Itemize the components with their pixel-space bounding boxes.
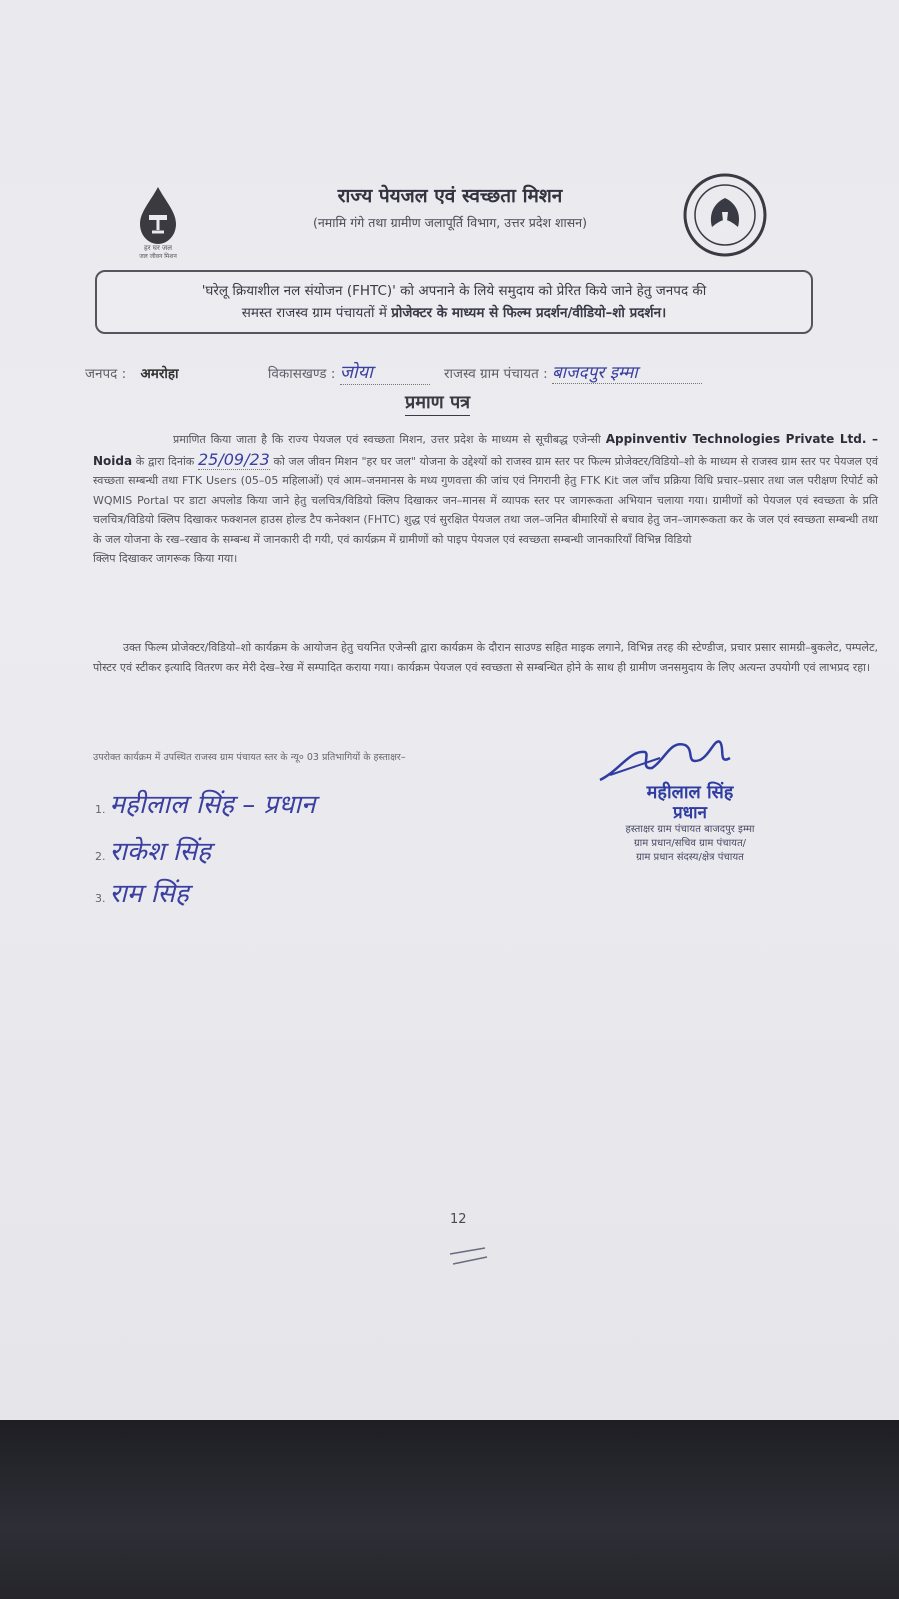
certificate-paragraph-2 bbox=[93, 638, 878, 677]
block-label: विकासखण्ड : bbox=[267, 366, 336, 382]
jal-jeevan-mission-logo bbox=[130, 182, 210, 262]
stamp-line-1: हस्ताक्षर ग्राम पंचायत बाजदपुर इम्मा bbox=[625, 824, 755, 835]
block-value: जोया bbox=[340, 360, 430, 385]
certificate-body bbox=[93, 430, 878, 569]
body-rest: को जल जीवन मिशन "हर घर जल" योजना के उद्देश्यों को राजस्व ग्राम स्तर पर फिल्म प्रोजेक्टर/विडियो–शो के माध्यम से राजस्व ग्राम स्तर पर पेयजल एवं स्वच्छता सम्बन्धी तथा FTK Users (05–05 महिलाओं) एवं आम–जनमानस के मध्य गुणवत्ता की जांच एवं निगरानी हेतु FTK Kit जल जाँच प्रक्रिया विधि प्रचार–प्रसार तथा जल परीक्षण रिपोर्ट को WQMIS Portal पर डाटा अपलोड किया जाने हेतु चलचित्र/विडियो क्लिप दिखाकर जन–मानस में व्यापक स्तर पर जागरूकता अभियान चलाया गया। ग्रामीणों को पेयजल एवं स्वच्छता के प्रति चलचित्र/विडियो क्लिप दिखाकर फक्शनल हाउस होल्ड टैप कनेक्शन (FHTC) शुद्ध एवं सुरक्षित पेयजल तथा जल–जनित बीमारियों से बचाव हेतु जन–जागरूकता कर के जल एवं स्वच्छता सम्बन्धी तथा के जल योजना के रख–रखाव के सम्बन्ध में जानकारी दी गयी, एवं कार्यक्रम में ग्रामीणों को पाइप पेयजल एवं स्वच्छता सम्बन्धी जानकारियाँ विभिन्न विडियो bbox=[93, 454, 878, 546]
participant-2-number: 2. bbox=[95, 850, 106, 863]
mission-subtitle: (नमामि गंगे तथा ग्रामीण जलापूर्ति विभाग, उत्तर प्रदेश शासन) bbox=[312, 215, 587, 230]
pradhan-stamp bbox=[590, 780, 790, 865]
participant-3 bbox=[95, 874, 189, 910]
up-government-emblem bbox=[682, 172, 768, 258]
program-banner bbox=[95, 270, 813, 334]
body-tail: क्लिप दिखाकर जागरूक किया गया। bbox=[93, 552, 238, 565]
logo-caption-2: जल जीवन मिशन bbox=[139, 253, 177, 260]
banner-line-2 bbox=[107, 302, 801, 324]
district-label: जनपद : bbox=[85, 366, 127, 382]
participant-1-name: महीलाल सिंह – प्रधान bbox=[109, 790, 316, 820]
pen-mark bbox=[445, 1240, 495, 1270]
participants-label: उपरोक्त कार्यक्रम में उपस्थित राजस्व ग्राम पंचायत स्तर के न्यू० 03 प्रतिभागियों के हस्ताक्षर– bbox=[93, 752, 406, 763]
stamp-role: प्रधान bbox=[673, 803, 707, 823]
stamp-line-2: ग्राम प्रधान/सचिव ग्राम पंचायत/ bbox=[633, 838, 747, 849]
para2-text: उक्त फिल्म प्रोजेक्टर/विडियो–शो कार्यक्रम के आयोजन हेतु चयनित एजेन्सी द्वारा कार्यक्रम के दौरान साउण्ड सहित माइक लगाने, विभिन्न तरह की स्टेण्डीज, प्रचार प्रसार सामग्री–बुकलेट, पम्पलेट, पोस्टर एवं स्टीकर इत्यादि वितरण कर मेरी देख–रेख में सम्पादित कराया गया। कार्यक्रम पेयजल एवं स्वच्छता से सम्बन्धित होने के साथ ही ग्रामीण जनसमुदाय के लिए अत्यन्त उपयोगी एवं लाभप्रद रहा। bbox=[93, 641, 878, 674]
mission-title: राज्य पेयजल एवं स्वच्छता मिशन bbox=[337, 185, 563, 207]
stamp-line-3: ग्राम प्रधान संदस्य/क्षेत्र पंचायत bbox=[636, 852, 744, 863]
panchayat-value: बाजदपुर इम्मा bbox=[552, 360, 702, 384]
program-date: 25/09/23 bbox=[197, 449, 270, 469]
stamp-name: महीलाल सिंह bbox=[646, 782, 734, 803]
participant-2 bbox=[95, 832, 211, 868]
panchayat-label: राजस्व ग्राम पंचायत : bbox=[443, 366, 548, 382]
banner-line-1: 'घरेलू क्रियाशील नल संयोजन (FHTC)' को अपनाने के लिये समुदाय को प्रेरित किये जाने हेतु जनपद की bbox=[201, 283, 707, 299]
participant-1 bbox=[95, 785, 315, 821]
district-value: अमरोहा bbox=[140, 366, 179, 382]
certificate-title: प्रमाण पत्र bbox=[405, 390, 470, 416]
agency-name: Appinventiv Technologies Private Ltd. – Noida bbox=[93, 432, 878, 468]
page-number: 12 bbox=[450, 1212, 467, 1227]
date-prefix: के द्वारा दिनांक bbox=[135, 454, 195, 468]
location-fields bbox=[85, 360, 875, 385]
body-intro: प्रमाणित किया जाता है कि राज्य पेयजल एवं स्वच्छता मिशन, उत्तर प्रदेश के माध्यम से सूचीबद्ध एजेन्सी bbox=[173, 433, 601, 446]
banner-line-2-bold: प्रोजेक्टर के माध्यम से फिल्म प्रदर्शन/वीडियो–शो प्रदर्शन। bbox=[391, 305, 667, 321]
logo-caption: हर घर जल bbox=[144, 244, 172, 252]
participant-1-number: 1. bbox=[95, 803, 106, 816]
table-surface bbox=[0, 1420, 899, 1599]
participant-3-number: 3. bbox=[95, 892, 106, 905]
banner-line-2-prefix: समस्त राजस्व ग्राम पंचायतों में bbox=[241, 305, 392, 321]
participant-3-name: राम सिंह bbox=[109, 879, 189, 909]
participant-2-name: राकेश सिंह bbox=[109, 837, 211, 867]
